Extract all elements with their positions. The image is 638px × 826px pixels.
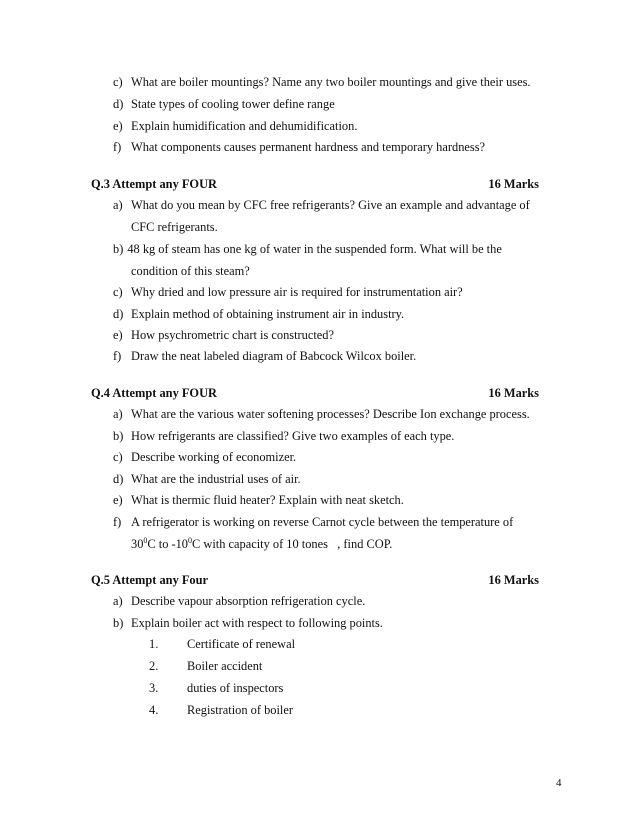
q3-heading: Q.3 Attempt any FOUR 16 Marks <box>91 177 539 191</box>
q5-heading: Q.5 Attempt any Four 16 Marks <box>91 573 539 587</box>
q4-item-b: b) How refrigerants are classified? Give two examples of each type. <box>113 429 455 443</box>
q3-item-a-continued: CFC refrigerants. <box>131 220 218 234</box>
q5-item-a: a) Describe vapour absorption refrigeration cycle. <box>113 594 366 608</box>
exam-page: c) What are boiler mountings? Name any two boiler mountings and give their uses. d) State types of cooling tower define range e) Explain humidification and dehumidification. f) What components causes permanent hardness and temporary hardness? Q.3 Attempt any FOUR 16 Marks a) What do you mean by CFC free refrigerants? Give an example and advantage of CFC refrigerants. b) 48 kg of steam has one kg of water in the suspended form. What will be the condition of this steam? c) Why dried and low pressure air is required for instrumentation air? d) Explain method of obtaining instrument air in industry. e) How psychrometric chart is constructed? f) Draw the neat labeled diagram of Babcock Wilcox boiler. Q.4 Attempt any FOUR 16 Marks a) What are the various water softening processes? Describe Ion exchange process. b) How refrigerants are classified? Give two examples of each type. c) Describe working of economizer. d) What are the industrial uses of air. e) What is thermic fluid heater? Explain with neat sketch. f) A refrigerator is working on reverse Carnot cycle between the temperature of $30^0C$ to $-10^0C$ with capacity of 10 tones , find COP. Q.5 Attempt any Four 16 Marks a) Describe vapour absorption refrigeration cycle. b) Explain boiler act with respect to following points. 1. Certificate of renewal 2. Boiler accident 3. duties of inspectors 4. Registration of boiler 4 <box>91 75 562 789</box>
q4-item-a: a) What are the various water softening processes? Describe Ion exchange process. <box>113 407 530 421</box>
q2-item-c: c) What are boiler mountings? Name any two boiler mountings and give their uses. <box>113 75 531 89</box>
q5-marks: 16 Marks <box>488 573 539 587</box>
q2-item-d: d) State types of cooling tower define range <box>113 97 335 111</box>
q2-item-f: f) What components causes permanent hardness and temporary hardness? <box>113 140 486 154</box>
q4-item-d: d) What are the industrial uses of air. <box>113 472 301 486</box>
q5-item-b: b) Explain boiler act with respect to following points. <box>113 616 383 630</box>
q3-item-c: c) Why dried and low pressure air is required for instrumentation air? <box>113 285 463 299</box>
page-number: 4 <box>556 777 562 789</box>
q2-item-e: e) Explain humidification and dehumidification. <box>113 119 358 133</box>
q3-item-b-continued: condition of this steam? <box>131 264 250 278</box>
q4-item-f: f) A refrigerator is working on reverse Carnot cycle between the temperature of <box>113 515 514 529</box>
q4-item-e: e) What is thermic fluid heater? Explain with neat sketch. <box>113 493 404 507</box>
q4-item-f-continued: $30^0C$ to $-10^0C$ with capacity of 10 tones , find COP. <box>131 536 393 551</box>
q3-item-a: a) What do you mean by CFC free refrigerants? Give an example and advantage of <box>113 198 530 212</box>
q4-heading: Q.4 Attempt any FOUR 16 Marks <box>91 386 539 400</box>
q3-item-f: f) Draw the neat labeled diagram of Babcock Wilcox boiler. <box>113 349 417 363</box>
q3-marks: 16 Marks <box>488 177 539 191</box>
q4-marks: 16 Marks <box>488 386 539 400</box>
q3-item-b: b) 48 kg of steam has one kg of water in the suspended form. What will be the <box>113 242 502 256</box>
q3-item-d: d) Explain method of obtaining instrument air in industry. <box>113 307 405 321</box>
q4-item-c: c) Describe working of economizer. <box>113 450 297 464</box>
q3-item-e: e) How psychrometric chart is constructed? <box>113 328 334 342</box>
